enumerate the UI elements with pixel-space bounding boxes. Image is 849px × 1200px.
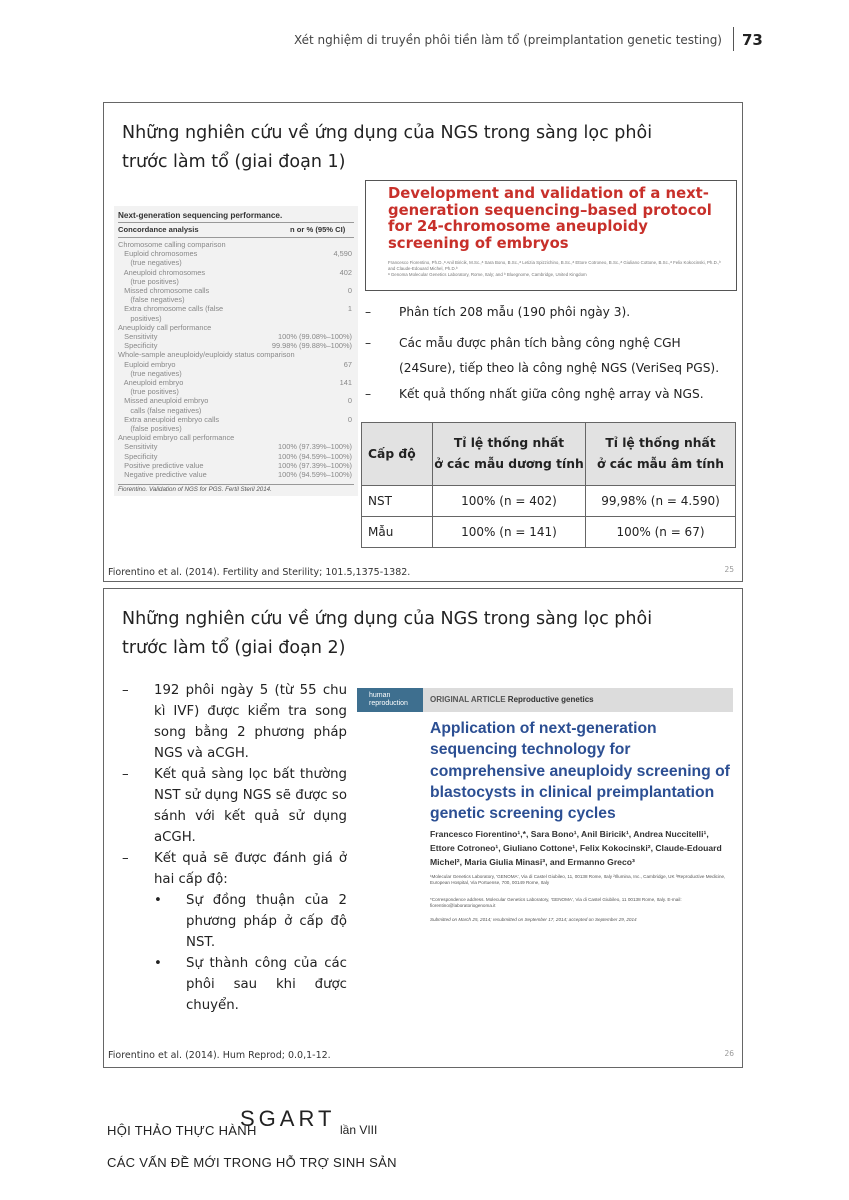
perf-table-title: Next-generation sequencing performance.	[118, 211, 283, 220]
perf-table-row	[118, 304, 354, 313]
perf-row-label: (true negatives)	[118, 368, 182, 378]
perf-row-label: Euploid embryo	[118, 359, 176, 369]
perf-row-value: 100% (97.39%–100%)	[278, 460, 352, 470]
perf-row-label: Extra aneuploid embryo calls	[118, 414, 220, 424]
perf-col-header: Concordance analysis	[118, 225, 199, 234]
perf-row-label: (true positives)	[118, 387, 179, 397]
perf-row-label: Euploid chromosomes	[118, 249, 198, 259]
perf-row-value: 67	[343, 359, 352, 369]
header-cell: Cấp độ	[362, 423, 433, 486]
slide-25	[103, 102, 743, 582]
slide-title-line: trước làm tổ (giai đoạn 1)	[122, 152, 346, 172]
perf-row-label: (true negatives)	[118, 258, 182, 268]
article-authors: Francesco Fiorentino¹,*, Sara Bono¹, Anil Biricik¹, Andrea Nuccitelli¹, Ettore Cotroneo¹, Giuliano Cottone¹, Felix Kokocinski², Claude-Edouard Michel², Maria Giulia Minasi³, and Ermanno Greco³	[430, 829, 722, 867]
article-submission-dates: Submitted on March 25, 2014; resubmitted on September 17, 2014; accepted on September 29, 2014	[430, 917, 637, 922]
perf-table-row	[118, 387, 354, 396]
perf-table-row	[118, 268, 354, 277]
perf-table-row	[118, 424, 354, 433]
perf-row-label: Sensitivity	[118, 332, 158, 341]
bullet-item: – 192 phôi ngày 5 (từ 55 chu kì IVF) được kiểm tra song song bằng 2 phương pháp NGS và aCGH.	[122, 680, 347, 764]
perf-row-label: positives)	[118, 313, 162, 323]
bullet-line: (24Sure), tiếp theo là công nghệ NGS (VeriSeq PGS).	[399, 361, 720, 375]
perf-row-value: 100% (94.59%–100%)	[278, 470, 352, 479]
perf-table-row	[118, 378, 354, 387]
paper-author-list: Francesco Fiorentino, Ph.D.,ᵃ Anil Biricik, M.Sc.,ᵃ Sara Bono, B.Sc.,ᵃ Letizia Spizzichino, B.Sc.,ᵃ Ettore Cotroneo, B.Sc.,ᵃ Giuliano Cottone, B.Sc.,ᵃ Felix Kokocinski, Ph.D.,ᵇ and Claude-Edouard Michel, Ph.D.ᵇ	[388, 260, 721, 271]
article-label: ORIGINAL ARTICLE Reproductive genetics	[430, 695, 594, 704]
bullet-item	[365, 331, 719, 381]
perf-table-row	[118, 314, 354, 323]
slide-title	[122, 605, 652, 663]
perf-row-label: (false negatives)	[118, 295, 185, 305]
table-row	[362, 517, 736, 548]
divider	[118, 237, 354, 238]
perf-row-value: 402	[339, 267, 352, 277]
perf-row-value: 1	[347, 304, 352, 314]
ngs-performance-table-image	[114, 206, 358, 496]
table-cell: 100% (n = 67)	[586, 517, 736, 548]
header-cell: Tỉ lệ thống nhất ở các mẫu dương tính	[433, 423, 586, 486]
perf-table-row	[118, 341, 354, 350]
slide-title	[122, 119, 652, 177]
footer-subtitle: CÁC VẤN ĐỀ MỚI TRONG HỖ TRỢ SINH SẢN	[107, 1155, 397, 1170]
dot-bullet: •	[154, 893, 162, 908]
perf-row-value: 0	[347, 414, 352, 424]
bullet-list	[122, 680, 347, 1016]
perf-table-row	[118, 295, 354, 304]
perf-col-header: n or % (95% CI)	[290, 225, 346, 234]
perf-row-label: Missed aneuploid embryo	[118, 396, 209, 406]
perf-row-value: 0	[347, 286, 352, 295]
perf-row-label: Aneuploidy call performance	[118, 322, 212, 332]
slide-number: 26	[724, 1049, 734, 1058]
bullet-item: – Phân tích 208 mẫu (190 phôi ngày 3).	[365, 300, 630, 325]
paper-title-box	[365, 180, 737, 291]
perf-row-label: Aneuploid embryo	[118, 378, 184, 387]
slide-26	[103, 588, 743, 1068]
perf-row-label: Positive predictive value	[118, 460, 204, 470]
dash-bullet: –	[122, 683, 129, 698]
table-cell: Mẫu	[362, 517, 433, 548]
perf-row-label: Whole-sample aneuploidy/euploidy status comparison	[118, 350, 295, 360]
sub-bullet-item: • Sự thành công của các phôi sau khi được chuyển.	[122, 953, 347, 1016]
perf-row-value: 99.98% (99.88%–100%)	[271, 341, 352, 351]
perf-table-row	[118, 350, 354, 359]
divider	[118, 484, 354, 485]
perf-row-label: (false positives)	[118, 424, 182, 433]
perf-table-row	[118, 433, 354, 442]
paper-title: Development and validation of a next-generation sequencing–based protocol for 24-chromosome aneuploidy screening of embryos	[388, 185, 712, 252]
dash-bullet: –	[365, 336, 372, 350]
dash-bullet: –	[122, 851, 129, 866]
perf-row-label: Sensitivity	[118, 442, 158, 452]
perf-row-label: (true positives)	[118, 276, 179, 286]
perf-row-label: calls (false negatives)	[118, 405, 202, 415]
paper-affiliation: ᵃ Genoma Molecular Genetics Laboratory, Rome, Italy; and ᵇ Bluegnome, Cambridge, United Kingdom	[388, 272, 587, 277]
bullet-line: Các mẫu được phân tích bằng công nghệ CGH	[399, 336, 681, 350]
bullet-item: – Kết quả sàng lọc bất thường NST sử dụng NGS sẽ được so sánh với kết quả sử dụng aCGH.	[122, 764, 347, 848]
table-cell: NST	[362, 486, 433, 517]
journal-logo: human reproduction	[357, 688, 423, 712]
perf-row-value: 141	[339, 378, 352, 387]
perf-row-label: Missed chromosome calls	[118, 286, 210, 295]
article-header-image	[357, 688, 733, 938]
footer-conference-label: HỘI THẢO THỰC HÀNH	[107, 1123, 257, 1138]
divider	[118, 222, 354, 223]
dash-bullet: –	[365, 387, 372, 401]
perf-table-row	[118, 415, 354, 424]
perf-row-label: Negative predictive value	[118, 470, 207, 479]
perf-row-value: 4,590	[333, 249, 352, 259]
header-cell: Tỉ lệ thống nhất ở các mẫu âm tính	[586, 423, 736, 486]
perf-table-row	[118, 249, 354, 258]
perf-table-row	[118, 369, 354, 378]
article-correspondence: *Correspondence address. Molecular Genetics Laboratory, 'GENOMA', Via di Castel Giubileo, 11 00138 Rome, Italy. E-mail: fiorentino@laboratoriogenoma.it	[430, 897, 682, 909]
perf-table-row	[118, 360, 354, 369]
perf-row-label: Extra chromosome calls (false	[118, 304, 224, 314]
running-header-title: Xét nghiệm di truyền phôi tiền làm tổ (preimplantation genetic testing)	[293, 33, 722, 47]
perf-table-footnote: Fiorentino. Validation of NGS for PGS. Fertil Steril 2014.	[118, 486, 272, 493]
page-number: 73	[742, 31, 763, 49]
slide-number: 25	[724, 565, 734, 574]
perf-table-row	[118, 323, 354, 332]
footer-brand-logo: SGART	[240, 1106, 336, 1131]
perf-table-row	[118, 332, 354, 341]
perf-table-row	[118, 442, 354, 451]
bullet-item: – Kết quả sẽ được đánh giá ở hai cấp độ:	[122, 848, 347, 890]
sub-bullet-item: • Sự đồng thuận của 2 phương pháp ở cấp độ NST.	[122, 890, 347, 953]
perf-row-value: 100% (97.39%–100%)	[278, 442, 352, 452]
slide-title-line: trước làm tổ (giai đoạn 2)	[122, 638, 346, 658]
perf-table-row	[118, 258, 354, 267]
perf-table-row	[118, 240, 354, 249]
perf-row-value: 100% (94.59%–100%)	[278, 451, 352, 461]
perf-table-row	[118, 396, 354, 405]
bullet-item: – Kết quả thống nhất giữa công nghệ array và NGS.	[365, 382, 704, 407]
perf-table-row	[118, 461, 354, 470]
citation: Fiorentino et al. (2014). Hum Reprod; 0.0,1-12.	[108, 1050, 331, 1061]
dash-bullet: –	[365, 305, 372, 319]
perf-table-row	[118, 286, 354, 295]
perf-table-row	[118, 470, 354, 479]
perf-table-row	[118, 277, 354, 286]
citation: Fiorentino et al. (2014). Fertility and Sterility; 101.5,1375-1382.	[108, 567, 411, 578]
dash-bullet: –	[122, 767, 129, 782]
perf-row-label: Specificity	[118, 341, 158, 351]
table-row	[362, 486, 736, 517]
footer-edition: lần VIII	[340, 1123, 378, 1137]
results-table-header	[362, 423, 736, 486]
paper-authors	[388, 260, 728, 278]
perf-row-label: Specificity	[118, 451, 158, 461]
perf-row-value: 0	[347, 396, 352, 406]
table-cell: 99,98% (n = 4.590)	[586, 486, 736, 517]
header-divider	[733, 27, 734, 51]
table-cell: 100% (n = 402)	[433, 486, 586, 517]
perf-row-label: Aneuploid chromosomes	[118, 267, 206, 277]
slide-title-line: Những nghiên cứu về ứng dụng của NGS trong sàng lọc phôi	[122, 123, 653, 143]
perf-row-label: Chromosome calling comparison	[118, 240, 226, 249]
article-affiliations: ¹Molecular Genetics Laboratory, 'GENOMA', Via di Castel Giubileo, 11, 00138 Rome, Italy ²Illumina, Inc., Cambridge, UK ³Reproductive Medicine, European Hospital, Via Portuense, 700, 00149 Rome, Italy	[430, 874, 726, 886]
results-table	[361, 422, 736, 548]
perf-row-label: Aneuploid embryo call performance	[118, 433, 235, 443]
dot-bullet: •	[154, 956, 162, 971]
perf-table-row	[118, 452, 354, 461]
table-cell: 100% (n = 141)	[433, 517, 586, 548]
perf-row-value: 100% (99.08%–100%)	[278, 332, 352, 341]
slide-title-line: Những nghiên cứu về ứng dụng của NGS trong sàng lọc phôi	[122, 609, 653, 629]
perf-table-row	[118, 406, 354, 415]
article-title: Application of next-generation sequencing technology for comprehensive aneuploidy screening of blastocysts in clinical preimplantation genetic screening cycles	[430, 720, 730, 823]
